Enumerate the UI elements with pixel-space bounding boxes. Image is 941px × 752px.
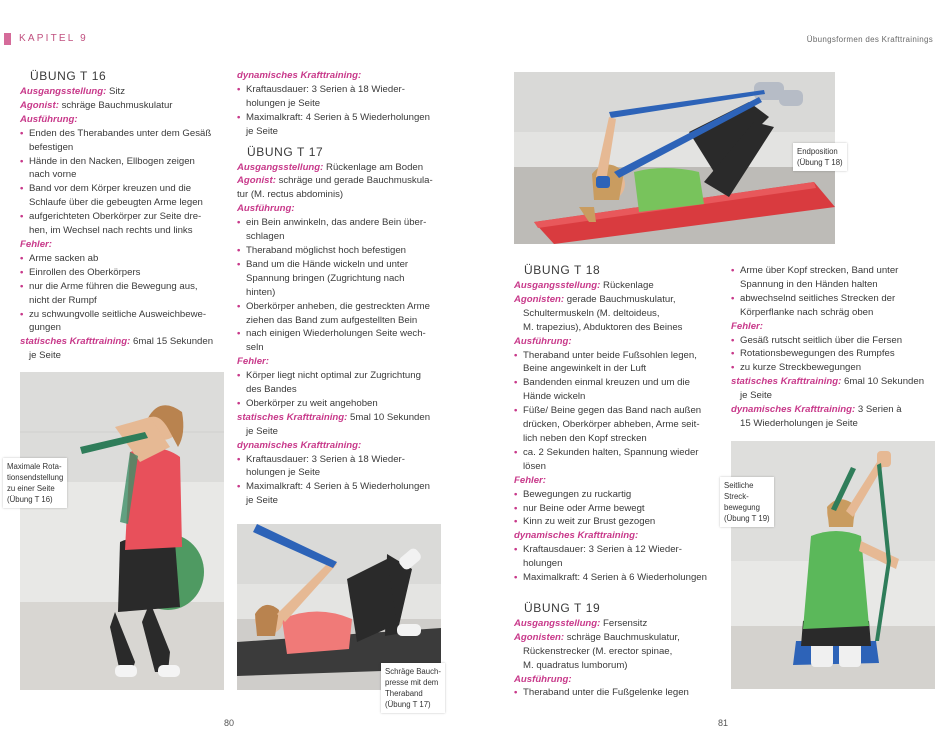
keyword-label: Ausführung: xyxy=(20,113,78,125)
bullet-item: • ca. 2 Sekunden halten, Spannung wieder xyxy=(514,446,724,460)
keyword-label: dynamisches Krafttraining: xyxy=(237,439,362,451)
line-value: 6mal 10 Sekunden xyxy=(841,376,925,388)
bullet-item: • Kraftausdauer: 3 Serien à 12 Wieder- xyxy=(514,543,724,557)
caption-line: zu einer Seite xyxy=(7,484,55,493)
bullet-item: • Gesäß rutscht seitlich über die Fersen xyxy=(731,334,936,348)
bullet-item: • aufgerichteten Oberkörper zur Seite dre- xyxy=(20,210,225,224)
caption-line: Seitliche xyxy=(724,481,754,490)
continuation-line: hinten) xyxy=(246,286,276,298)
continuation-line: Rückenstrecker (M. erector spinae, xyxy=(523,645,673,657)
continuation-line: je Seite xyxy=(246,125,278,137)
text-line xyxy=(731,320,936,334)
right-column-2 xyxy=(731,264,936,431)
keyword-label: dynamisches Krafttraining: xyxy=(731,404,856,416)
continuation-line: nach vorne xyxy=(29,169,77,181)
spacer xyxy=(514,585,724,595)
bullet-item: • Oberkörper zu weit angehoben xyxy=(237,397,447,411)
caption-line: (Übung T 16) xyxy=(7,495,53,504)
keyword-label: Ausgangsstellung: xyxy=(237,161,324,173)
keyword-label: Ausgangsstellung: xyxy=(514,280,601,291)
continuation-line: schlagen xyxy=(246,231,285,243)
caption-line: (Übung T 17) xyxy=(385,700,431,709)
keyword-label: dynamisches Krafttraining: xyxy=(237,70,362,81)
exercise-heading: ÜBUNG T 18 xyxy=(524,263,601,277)
keyword-label: Ausgangsstellung: xyxy=(514,617,601,629)
keyword-label: Agonist: xyxy=(237,175,276,187)
caption-line: Schräge Bauch- xyxy=(385,667,441,676)
text-line xyxy=(237,202,447,216)
page-number-right: 81 xyxy=(718,718,729,728)
keyword-label: Fehler: xyxy=(20,238,52,250)
continuation-line: Schlaufe über die gebeugten Arme legen xyxy=(29,197,203,209)
bullet-item: • Oberkörper anheben, die gestreckten Arme xyxy=(237,300,447,314)
keyword-label: Agonist: xyxy=(20,99,59,111)
bullet-item: • Rotationsbewegungen des Rumpfes xyxy=(731,347,936,361)
continuation-line: holungen je Seite xyxy=(246,467,321,479)
text-line xyxy=(20,99,225,113)
keyword-label: Ausführung: xyxy=(514,673,572,685)
continuation-line: Hände wickeln xyxy=(523,391,586,403)
bullet-item: • abwechselnd seitliches Strecken der xyxy=(731,292,936,306)
continuation-line: befestigen xyxy=(29,141,74,153)
bullet-item: • Theraband unter beide Fußsohlen legen, xyxy=(514,349,724,363)
continuation-line: nicht der Rumpf xyxy=(29,294,97,306)
continuation-line: hen, im Wechsel nach rechts und links xyxy=(29,225,193,237)
text-line xyxy=(237,355,447,369)
continuation-line: Körperflanke nach schräg oben xyxy=(740,306,874,318)
text-line xyxy=(514,631,724,645)
line-value: Rückenlage am Boden xyxy=(323,161,424,173)
keyword-label: statisches Krafttraining: xyxy=(731,376,842,388)
text-line xyxy=(514,474,724,488)
continuation-line: je Seite xyxy=(246,425,278,437)
line-value: schräge und gerade Bauchmuskula- xyxy=(275,175,433,187)
caption-line: presse mit dem xyxy=(385,678,439,687)
line-value: schräge Bauchmuskulatur, xyxy=(564,631,680,643)
bullet-item: • nur die Arme führen die Bewegung aus, xyxy=(20,280,225,294)
continuation-line: Spannung bringen (Zugrichtung nach xyxy=(246,272,405,284)
continuation-line: M. quadratus lumborum) xyxy=(523,659,628,671)
continuation-line: Spannung in den Händen halten xyxy=(740,278,878,290)
bullet-item: • Theraband unter die Fußgelenke legen xyxy=(514,686,724,700)
keyword-label: Fehler: xyxy=(731,320,763,332)
bullet-item: • Einrollen des Oberkörpers xyxy=(20,266,225,280)
bullet-item: • Enden des Therabandes unter dem Gesäß xyxy=(20,127,225,141)
bullet-item: • Band um die Hände wickeln und unter xyxy=(237,258,447,272)
keyword-label: dynamisches Krafttraining: xyxy=(514,530,639,542)
text-line xyxy=(731,375,936,389)
bullet-item: • Band vor dem Körper kreuzen und die xyxy=(20,182,225,196)
continuation-line: lich neben den Kopf strecken xyxy=(523,432,647,444)
keyword-label: Agonisten: xyxy=(514,293,565,305)
line-value: 5mal 10 Sekunden xyxy=(347,411,431,423)
bullet-item: • Körper liegt nicht optimal zur Zugrichtung xyxy=(237,369,447,383)
keyword-label: statisches Krafttraining: xyxy=(20,336,131,348)
line-value: Rückenlage xyxy=(600,280,654,291)
text-line xyxy=(731,403,936,417)
keyword-label: statisches Krafttraining: xyxy=(237,411,348,423)
bullet-item: • zu schwungvolle seitliche Ausweichbewe- xyxy=(20,308,225,322)
bullet-item: • nach einigen Wiederholungen Seite wech- xyxy=(237,327,447,341)
bullet-item: • Maximalkraft: 4 Serien à 6 Wiederholungen xyxy=(514,571,724,585)
chapter-label: KAPITEL 9 xyxy=(19,33,88,44)
bullet-item: • Bewegungen zu ruckartig xyxy=(514,488,724,502)
bullet-item: • Maximalkraft: 4 Serien à 5 Wiederholungen xyxy=(237,480,447,494)
text-line xyxy=(514,279,724,293)
text-line xyxy=(514,529,724,543)
bullet-item: • Bandenden einmal kreuzen und um die xyxy=(514,376,724,390)
running-head: Übungsformen des Krafttrainings xyxy=(806,35,933,44)
continuation-line: des Bandes xyxy=(246,384,297,396)
caption-t19 xyxy=(720,477,774,527)
line-value: gerade Bauchmuskulatur, xyxy=(564,293,676,305)
caption-line: (Übung T 19) xyxy=(724,514,770,523)
continuation-line: ziehen das Band zum aufgestellten Bein xyxy=(246,314,418,326)
text-line xyxy=(237,188,447,202)
exercise-heading: ÜBUNG T 16 xyxy=(30,69,107,83)
text-line xyxy=(514,293,724,307)
page-number-left: 80 xyxy=(224,718,235,728)
text-line xyxy=(237,161,447,175)
text-line xyxy=(514,335,724,349)
continuation-line: drücken, Oberkörper abheben, Arme seit- xyxy=(523,419,700,431)
continuation-line: Beine angewinkelt in der Luft xyxy=(523,363,647,375)
continuation-line: seln xyxy=(246,342,264,354)
left-column-2 xyxy=(237,69,447,508)
text-line xyxy=(237,174,447,188)
caption-t18 xyxy=(793,143,847,171)
exercise-heading: ÜBUNG T 17 xyxy=(247,144,324,159)
bullet-item: • Kinn zu weit zur Brust gezogen xyxy=(514,515,724,529)
photo-exercise-t18 xyxy=(514,72,835,244)
continuation-line: holungen xyxy=(523,558,563,570)
text-line xyxy=(237,69,447,83)
line-value: schräge Bauchmuskulatur xyxy=(58,99,173,111)
exercise-heading: ÜBUNG T 19 xyxy=(524,600,601,615)
keyword-label: Agonisten: xyxy=(514,631,565,643)
continuation-line: je Seite xyxy=(740,390,772,402)
caption-line: Theraband xyxy=(385,689,423,698)
continuation-line: je Seite xyxy=(246,495,278,507)
bullet-item: • Maximalkraft: 4 Serien à 5 Wiederholungen xyxy=(237,111,447,125)
caption-line: Maximale Rota- xyxy=(7,462,62,471)
continuation-line: lösen xyxy=(523,460,546,472)
bullet-item: • Arme sacken ab xyxy=(20,252,225,266)
left-column-1 xyxy=(20,63,225,363)
keyword-label: Ausführung: xyxy=(237,203,295,215)
text-line xyxy=(237,439,447,453)
text-line xyxy=(20,335,225,349)
caption-t17 xyxy=(381,663,445,713)
line-value: Sitz xyxy=(106,86,126,97)
chapter-marker xyxy=(4,33,11,45)
caption-line: (Übung T 18) xyxy=(797,158,843,167)
continuation-line: M. trapezius), Abduktoren des Beines xyxy=(523,321,683,333)
keyword-label: Ausgangsstellung: xyxy=(20,86,107,97)
caption-t16 xyxy=(3,458,67,508)
caption-line: Endposition xyxy=(797,147,838,156)
line-value: Fersensitz xyxy=(600,617,648,629)
continuation-line: holungen je Seite xyxy=(246,97,321,109)
bullet-item: • nur Beine oder Arme bewegt xyxy=(514,502,724,516)
keyword-label: Fehler: xyxy=(237,356,269,368)
text-line xyxy=(237,411,447,425)
continuation-line: 15 Wiederholungen je Seite xyxy=(740,417,858,429)
text-line xyxy=(514,617,724,631)
bullet-item: • ein Bein anwinkeln, das andere Bein über- xyxy=(237,216,447,230)
bullet-item: • zu kurze Streckbewegungen xyxy=(731,361,936,375)
bullet-item: • Kraftausdauer: 3 Serien à 18 Wieder- xyxy=(237,83,447,97)
continuation-line: je Seite xyxy=(29,350,61,362)
bullet-item: • Kraftausdauer: 3 Serien à 18 Wieder- xyxy=(237,453,447,467)
text-line xyxy=(514,673,724,687)
text-line xyxy=(20,113,225,127)
caption-line: bewegung xyxy=(724,503,760,512)
right-column-1 xyxy=(514,257,724,700)
line-value: 6mal 15 Sekunden xyxy=(130,336,214,348)
bullet-item: • Füße/ Beine gegen das Band nach außen xyxy=(514,404,724,418)
bullet-item: • Arme über Kopf strecken, Band unter xyxy=(731,264,936,278)
continuation-line: gungen xyxy=(29,322,62,334)
bullet-item: • Hände in den Nacken, Ellbogen zeigen xyxy=(20,155,225,169)
photo-exercise-t16 xyxy=(20,372,224,690)
keyword-label: Fehler: xyxy=(514,474,546,486)
keyword-label: Ausführung: xyxy=(514,335,572,347)
caption-line: Streck- xyxy=(724,492,749,501)
caption-line: tionsendstellung xyxy=(7,473,64,482)
text-line xyxy=(20,238,225,252)
text-line xyxy=(20,85,225,99)
line-value: tur (M. rectus abdominis) xyxy=(237,189,344,201)
continuation-line: Schultermuskeln (M. deltoideus, xyxy=(523,307,660,319)
bullet-item: • Theraband möglichst hoch befestigen xyxy=(237,244,447,258)
line-value: 3 Serien à xyxy=(855,404,902,416)
